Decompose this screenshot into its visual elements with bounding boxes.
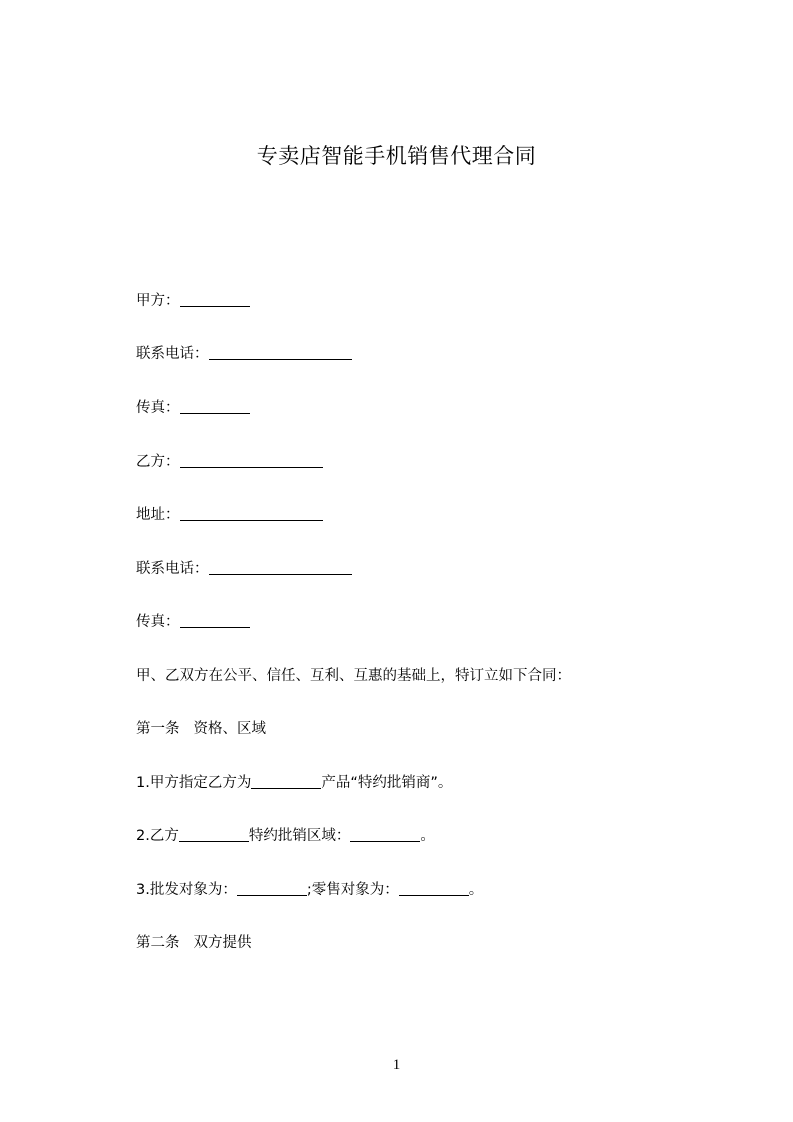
phone-b-label: 联系电话： <box>136 561 209 577</box>
item-3-text-b: ;零售对象为： <box>306 882 399 898</box>
article-2-heading <box>136 933 252 953</box>
item-1-text-b: 产品“特约批销商”。 <box>321 775 453 791</box>
fax-a-label: 传真： <box>136 400 180 416</box>
article-1-item-3 <box>136 880 483 900</box>
phone-a-line <box>136 344 352 364</box>
address-line <box>136 505 323 525</box>
address-blank[interactable] <box>180 506 323 521</box>
document-title: 专卖店智能手机销售代理合同 <box>256 144 537 168</box>
article-1-number: 第一条 <box>136 721 180 737</box>
item-2-text-b: 特约批销区域： <box>248 828 351 844</box>
article-1-heading <box>136 719 266 739</box>
item-2-text-c: 。 <box>420 828 435 844</box>
item-3-text-a: 3.批发对象为： <box>136 882 237 898</box>
fax-b-blank[interactable] <box>180 613 250 628</box>
phone-b-blank[interactable] <box>209 560 352 575</box>
party-b-blank[interactable] <box>180 453 323 468</box>
article-2-title: 双方提供 <box>193 935 252 951</box>
party-a-blank[interactable] <box>180 292 250 307</box>
party-b-label: 乙方： <box>136 454 180 470</box>
item-3-blank-1[interactable] <box>237 881 307 896</box>
article-1-title: 资格、区域 <box>193 721 266 737</box>
item-1-text-a: 1.甲方指定乙方为 <box>136 775 252 791</box>
preamble-paragraph: 甲、乙双方在公平、信任、互利、互惠的基础上，特订立如下合同： <box>136 668 571 684</box>
fax-b-label: 传真： <box>136 614 180 630</box>
phone-a-blank[interactable] <box>209 345 352 360</box>
article-2-number: 第二条 <box>136 935 180 951</box>
item-1-blank[interactable] <box>251 774 321 789</box>
page-number: 1 <box>392 1057 401 1073</box>
phone-a-label: 联系电话： <box>136 346 209 362</box>
item-2-blank-1[interactable] <box>179 827 249 842</box>
item-2-blank-2[interactable] <box>350 827 420 842</box>
fax-a-blank[interactable] <box>180 399 250 414</box>
item-2-text-a: 2.乙方 <box>136 828 179 844</box>
party-a-label: 甲方： <box>136 293 180 309</box>
party-b-line <box>136 452 323 472</box>
item-3-text-c: 。 <box>468 882 484 898</box>
party-a-line <box>136 291 250 311</box>
article-1-item-2 <box>136 826 435 846</box>
fax-a-line <box>136 398 250 418</box>
item-3-blank-2[interactable] <box>399 881 469 896</box>
address-label: 地址： <box>136 507 180 523</box>
article-1-item-1 <box>136 773 452 793</box>
fax-b-line <box>136 612 250 632</box>
phone-b-line <box>136 559 352 579</box>
